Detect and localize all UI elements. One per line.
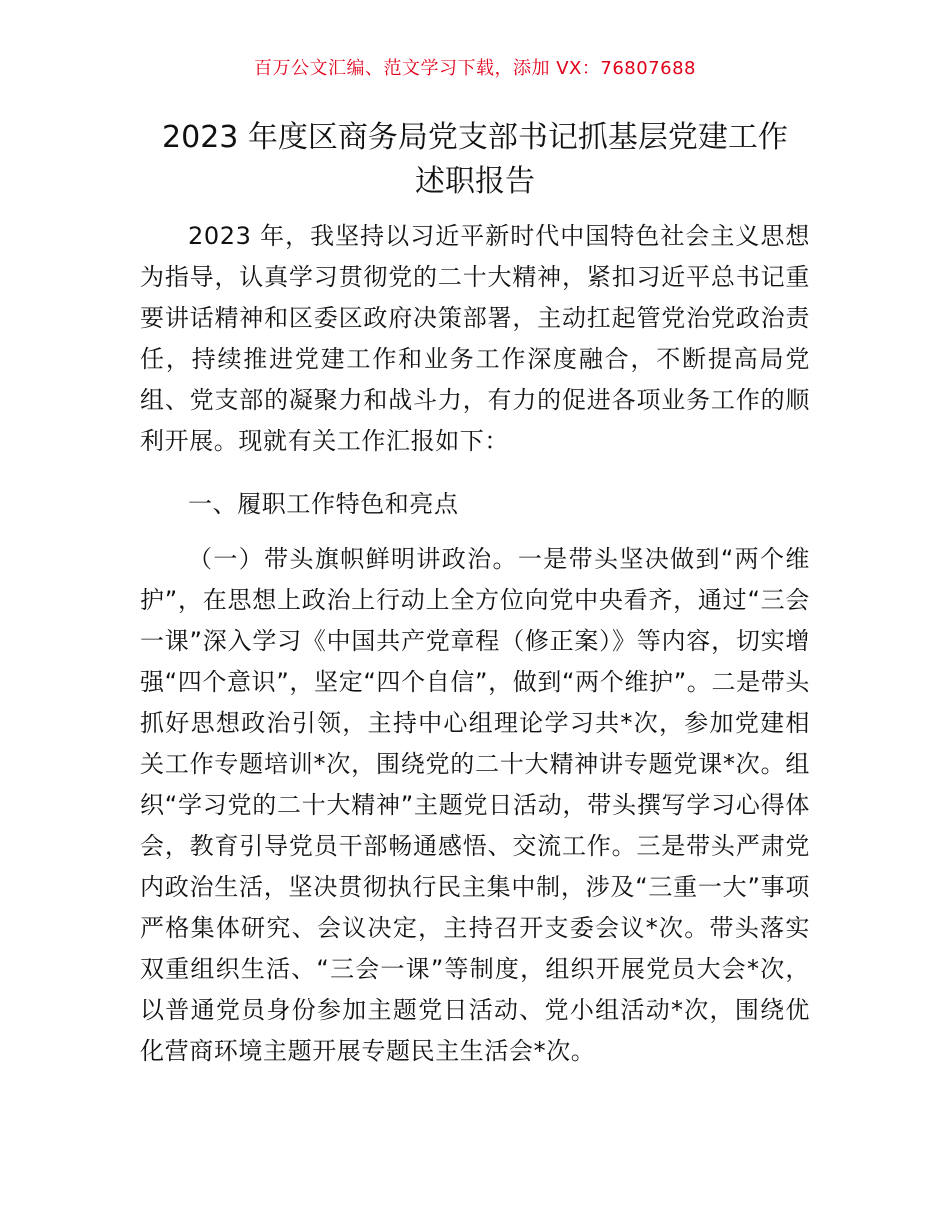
document-title-line-2: 述职报告: [415, 164, 535, 199]
section-paragraph: （一）带头旗帜鲜明讲政治。一是带头坚决做到“两个维护”，在思想上政治上行动上全方位向党中央看齐，通过“三会一课”深入学习《中国共产党章程（修正案）》等内容，切实增强“四个意识”，坚定“四个自信”，做到“两个维护”。二是带头抓好思想政治引领，主持中心组理论学习共*次，参加党建相关工作专题培训*次，围绕党的二十大精神讲专题党课*次。组织“学习党的二十大精神”主题党日活动，带头撰写学习心得体会，教育引导党员干部畅通感悟、交流工作。三是带头严肃党内政治生活，坚决贯彻执行民主集中制，涉及“三重一大”事项严格集体研究、会议决定，主持召开支委会议*次。带头落实双重组织生活、“三会一课”等制度，组织开展党员大会*次，以普通党员身份参加主题党日活动、党小组活动*次，围绕优化营商环境主题开展专题民主生活会*次。: [140, 545, 810, 1065]
document-title-line-1: 2023 年度区商务局党支部书记抓基层党建工作: [162, 120, 788, 155]
section-heading: 一、履职工作特色和亮点: [188, 490, 459, 518]
intro-paragraph: 2023 年，我坚持以习近平新时代中国特色社会主义思想为指导，认真学习贯彻党的二十大精神，紧扣习近平总书记重要讲话精神和区委区政府决策部署，主动扛起管党治党政治责任，持续推进党建工作和业务工作深度融合，不断提高局党组、党支部的凝聚力和战斗力，有力的促进各项业务工作的顺利开展。现就有关工作汇报如下：: [140, 222, 810, 455]
header-banner: 百万公文汇编、范文学习下载，添加 VX：76807688: [254, 58, 696, 79]
